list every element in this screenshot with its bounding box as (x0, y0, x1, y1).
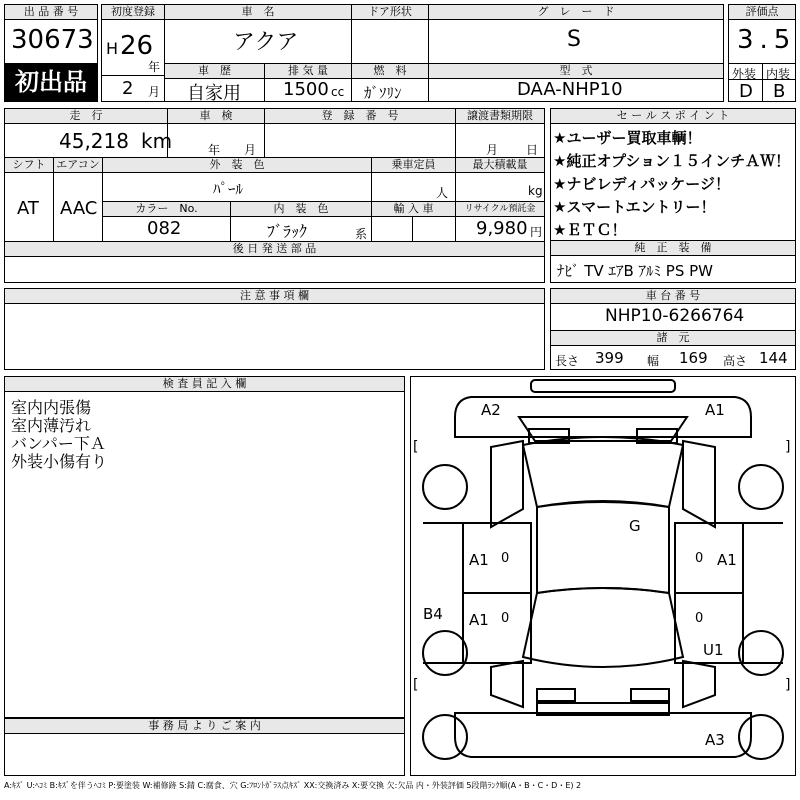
inspector-line-3: バンパー下Ａ (11, 434, 106, 453)
transfer-header: 譲渡書類期限 (456, 109, 544, 124)
chassis-header: 車 台 番 号 (551, 289, 795, 304)
inspector-line-1: 室内内張傷 (11, 398, 92, 417)
ext-color-box (102, 157, 372, 202)
aircon-header: エアコン (54, 158, 102, 173)
inspector-header: 検 査 員 記 入 欄 (5, 377, 404, 392)
lot-header: 出 品 番 号 (5, 5, 97, 20)
notes-box (4, 288, 545, 370)
model-box (428, 63, 724, 102)
bracket-mr: ] (785, 677, 791, 693)
int-color-box (230, 201, 372, 242)
length-label: 長さ (555, 354, 580, 368)
int-color-suffix: 系 (355, 227, 368, 241)
inspection-box (167, 108, 265, 158)
ext-score-header: 外装 (732, 67, 757, 81)
reg-month-box (101, 75, 165, 102)
load-unit: kg (528, 184, 543, 198)
mark-b4: B4 (423, 605, 443, 623)
history-box (164, 63, 265, 102)
displacement-box (264, 63, 352, 102)
notes-header: 注 意 事 項 欄 (5, 289, 544, 304)
transfer-day-unit: 日 (526, 143, 539, 157)
capacity-unit: 人 (436, 186, 449, 200)
damage-diagram (410, 376, 796, 776)
width-value: 169 (679, 349, 708, 367)
office-header: 事 務 局 よ り ご 案 内 (5, 719, 404, 734)
chassis-value: NHP10-6266764 (605, 306, 745, 326)
mileage-header: 走 行 (5, 109, 167, 124)
dims-box (550, 330, 796, 370)
first-reg-month: 2 (122, 78, 134, 99)
int-score: B (773, 81, 786, 102)
mark-u1: U1 (703, 641, 724, 659)
equipment-value: ﾅﾋﾞ TV ｴｱB ｱﾙﾐ PS PW (557, 262, 713, 280)
zero-lr: 0 (695, 611, 704, 626)
displacement-header: 排 気 量 (265, 64, 351, 79)
sales-points-box (550, 108, 796, 241)
lot-box (4, 4, 98, 102)
shift-value: AT (17, 198, 39, 219)
reg-no-header: 登 録 番 号 (265, 109, 455, 124)
later-parts-box (4, 241, 545, 283)
capacity-box (371, 157, 456, 202)
chassis-box (550, 288, 796, 331)
bracket-ml: [ (413, 677, 419, 693)
first-reg-header: 初度登録 (102, 5, 164, 20)
score-box (728, 4, 796, 102)
inspection-month-unit: 月 (244, 143, 257, 157)
mileage-value: 45,218 (59, 129, 129, 153)
history-value: 自家用 (187, 83, 241, 104)
color-no-header: カラー No. (103, 202, 230, 217)
aircon-value: AAC (60, 198, 98, 219)
import-header: 輸 入 車 (372, 202, 455, 217)
displacement-value: 1500 (283, 79, 329, 100)
score-value: 3.5 (737, 25, 797, 55)
shift-box (4, 157, 54, 242)
inspector-line-4: 外装小傷有り (11, 452, 108, 471)
office-box (4, 718, 405, 776)
ext-color-header: 外 装 色 (103, 158, 371, 173)
model-header: 型 式 (429, 64, 723, 79)
inspection-year-unit: 年 (208, 143, 221, 157)
car-name-header: 車 名 (165, 5, 351, 20)
car-name-value: アクア (233, 30, 299, 55)
aircon-box (53, 157, 103, 242)
first-reg-box (101, 4, 165, 76)
mark-g: G (629, 517, 641, 535)
grade-header: グ レ ー ド (429, 5, 723, 20)
first-listing-badge: 初出品 (5, 63, 97, 101)
zero-mr: 0 (695, 551, 704, 566)
inspector-line-2: 室内薄汚れ (11, 416, 92, 435)
int-score-header: 内装 (766, 67, 791, 81)
mileage-box (4, 108, 173, 158)
lot-number: 30673 (11, 25, 94, 55)
sales-points-header: セ ー ル ス ポ イ ン ト (551, 109, 795, 124)
mileage-unit: km (141, 129, 173, 153)
recycle-header: リサイクル預託金 (456, 202, 544, 217)
inspector-box (4, 376, 405, 718)
transfer-box (455, 108, 545, 158)
first-reg-era: H (106, 39, 119, 58)
first-reg-year-unit: 年 (147, 60, 160, 74)
dims-header: 諸 元 (551, 331, 795, 346)
ext-score: D (739, 81, 753, 102)
first-reg-month-unit: 月 (148, 85, 161, 99)
mark-a1-mr: A1 (717, 551, 737, 569)
width-label: 幅 (647, 354, 660, 368)
fuel-value: ｶﾞｿﾘﾝ (364, 84, 402, 102)
mark-a3: A3 (705, 731, 725, 749)
sales-point-3: ★ナビレディパッケージ！ (553, 175, 730, 193)
bracket-tr: ] (785, 439, 791, 455)
equipment-header: 純 正 装 備 (551, 241, 795, 256)
first-reg-year: 26 (120, 31, 154, 61)
color-no-value: 082 (147, 218, 182, 239)
zero-ll: 0 (501, 611, 510, 626)
mark-a1-ml: A1 (469, 551, 489, 569)
mark-a1-ll: A1 (469, 611, 489, 629)
int-color-header: 内 装 色 (231, 202, 371, 217)
import-box (371, 201, 456, 242)
score-header: 評価点 (729, 5, 795, 20)
height-label: 高さ (723, 354, 748, 368)
door-header: ドア形状 (352, 5, 428, 20)
history-header: 車 歴 (165, 64, 264, 79)
sales-point-4: ★スマートエントリー！ (553, 198, 716, 216)
fuel-box (351, 63, 429, 102)
mark-a2: A2 (481, 401, 501, 419)
zero-ml: 0 (501, 551, 510, 566)
recycle-unit: 円 (530, 225, 543, 239)
equipment-box (550, 240, 796, 283)
shift-header: シフト (5, 158, 53, 173)
grade-value: S (567, 27, 581, 52)
door-box (351, 4, 429, 64)
load-header: 最大積載量 (456, 158, 544, 173)
mark-a1-top: A1 (705, 401, 725, 419)
sales-point-2: ★純正オプション１５インチＡＷ！ (553, 152, 791, 170)
inspection-header: 車 検 (168, 109, 264, 124)
capacity-header: 乗車定員 (372, 158, 455, 173)
sales-point-5: ★ＥＴＣ！ (553, 221, 627, 239)
sales-point-1: ★ユーザー買取車輌！ (553, 129, 702, 147)
displacement-unit: cc (331, 85, 345, 99)
recycle-value: 9,980 (476, 218, 528, 239)
ext-color-value: ﾊﾟｰﾙ (213, 180, 244, 198)
bracket-tl: [ (413, 439, 419, 455)
car-outline (411, 377, 795, 775)
grade-box (428, 4, 724, 64)
legend: A:ｷｽﾞ U:ﾍｺﾐ B:ｷｽﾞを伴うﾍｺﾐ P:要塗装 W:補修跡 S:錆 C:腐食、穴 G:ﾌﾛﾝﾄｶﾞﾗｽ点ｷｽﾞ XX:交換済み X:要交換 欠:欠品 内・外装評価 5段階ﾗﾝｸ順(A・B・C・D・E) 2 (4, 781, 582, 790)
reg-no-box (264, 108, 456, 158)
later-parts-header: 後 日 発 送 部 品 (5, 242, 544, 257)
load-box (455, 157, 545, 202)
car-name-box (164, 4, 352, 64)
color-no-box (102, 201, 231, 242)
height-value: 144 (759, 349, 788, 367)
fuel-header: 燃 料 (352, 64, 428, 79)
recycle-box (455, 201, 545, 242)
model-value: DAA-NHP10 (517, 79, 623, 100)
transfer-month-unit: 月 (486, 143, 499, 157)
length-value: 399 (595, 349, 624, 367)
int-color-value: ﾌﾞﾗｯｸ (267, 222, 308, 241)
